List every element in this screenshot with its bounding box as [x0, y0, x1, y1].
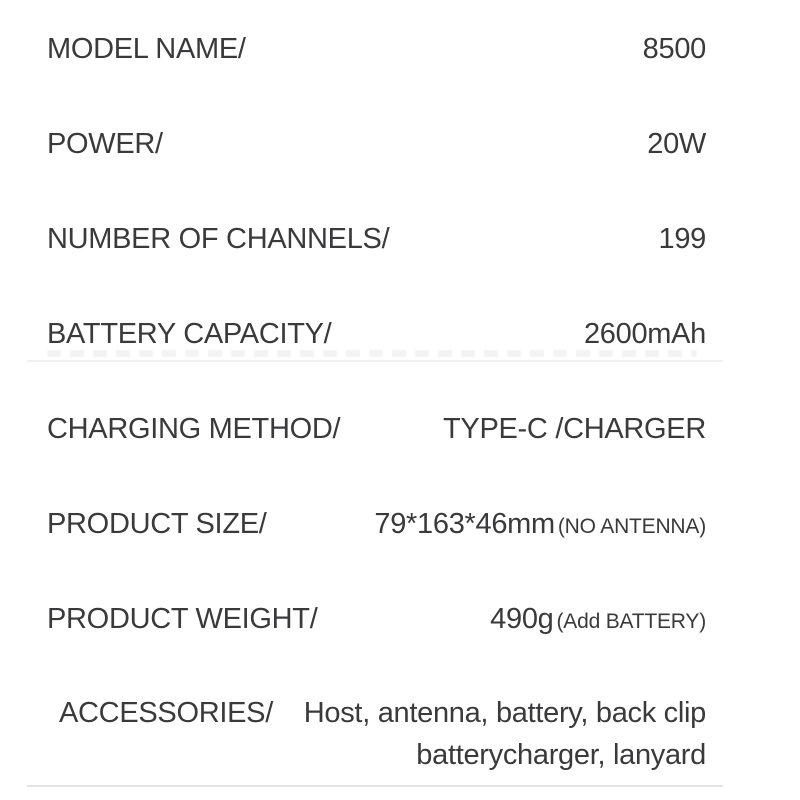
spec-label: PRODUCT WEIGHT/ — [47, 603, 318, 635]
spec-value-note: (Add BATTERY) — [556, 610, 706, 633]
spec-value-line: batterycharger, lanyard — [416, 739, 706, 771]
spec-label: ACCESSORIES/ — [59, 697, 273, 729]
divider-line-faint — [27, 360, 723, 362]
spec-value: 20W — [647, 128, 706, 160]
spec-label: POWER/ — [47, 128, 163, 160]
spec-label: MODEL NAME/ — [47, 33, 246, 65]
spec-value: 8500 — [642, 33, 706, 65]
divider-line-bottom — [27, 785, 723, 787]
spec-value: 199 — [658, 223, 706, 255]
spec-label: NUMBER OF CHANNELS/ — [47, 223, 390, 255]
spec-value: 2600mAh — [583, 318, 706, 350]
spec-row-power — [0, 97, 800, 192]
spec-value: TYPE-C /CHARGER — [443, 413, 706, 445]
spec-label: PRODUCT SIZE/ — [47, 508, 267, 540]
spec-row-model-name — [0, 2, 800, 97]
spec-label: CHARGING METHOD/ — [47, 413, 341, 445]
spec-label: BATTERY CAPACITY/ — [47, 318, 332, 350]
spec-value — [374, 508, 706, 541]
spec-row-charging-method — [0, 382, 800, 477]
spec-value-note: (NO ANTENNA) — [557, 515, 706, 538]
spec-row-battery-capacity — [0, 287, 800, 382]
spec-value-main: 490g — [490, 603, 554, 635]
spec-value — [304, 692, 706, 776]
spec-value-line: Host, antenna, battery, back clip — [303, 697, 706, 729]
spec-sheet — [0, 2, 800, 797]
spec-row-channels — [0, 192, 800, 287]
spec-row-product-size — [0, 477, 800, 572]
spec-row-product-weight — [0, 572, 800, 667]
spec-value-main: 79*163*46mm — [374, 508, 555, 540]
ghost-text-strip — [47, 350, 697, 357]
spec-value — [490, 603, 706, 636]
spec-row-accessories — [0, 667, 800, 797]
